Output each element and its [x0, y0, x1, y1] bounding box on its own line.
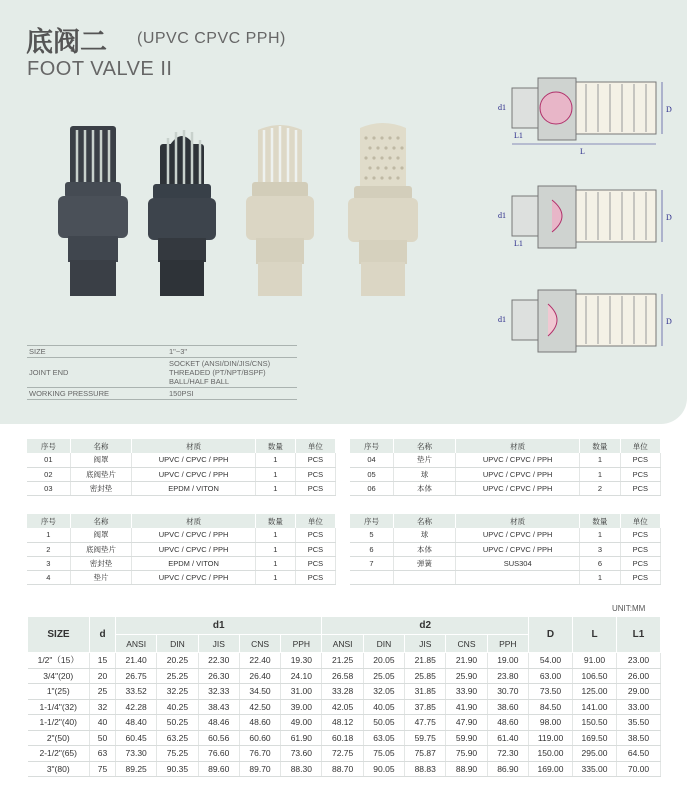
dims-subheader: PPH: [281, 635, 322, 653]
dims-size-cell: 3"(80): [28, 761, 90, 777]
parts-cell: PCS: [620, 528, 660, 542]
spec-row-joint: [27, 358, 297, 388]
dims-cell: 75.05: [363, 746, 404, 762]
parts-cell: 底阀垫片: [70, 467, 132, 481]
parts-cell: 04: [350, 453, 393, 467]
spec-label: JOINT END: [27, 358, 167, 388]
dims-cell: 61.90: [281, 730, 322, 746]
parts-cell: 4: [27, 570, 70, 584]
dims-cell: 76.60: [198, 746, 239, 762]
parts-cell: 2: [27, 542, 70, 556]
dims-cell: 25: [90, 684, 116, 700]
parts-cell: UPVC / CPVC / PPH: [132, 570, 255, 584]
dims-cell: 26.40: [239, 668, 280, 684]
dims-cell: 75.90: [446, 746, 487, 762]
dims-cell: 88.70: [322, 761, 363, 777]
product-photos: [50, 120, 470, 300]
dims-cell: 40.25: [157, 699, 198, 715]
dims-cell: 125.00: [573, 684, 617, 700]
dims-cell: 89.25: [116, 761, 157, 777]
dims-cell: 31.00: [281, 684, 322, 700]
parts-cell: [393, 570, 455, 584]
dims-cell: 89.70: [239, 761, 280, 777]
foot-valve-grey-image: [58, 126, 128, 296]
dims-cell: 141.00: [573, 699, 617, 715]
parts-row: [350, 453, 661, 467]
dims-cell: 33.28: [322, 684, 363, 700]
dims-cell: 169.00: [529, 761, 573, 777]
dims-cell: 33.00: [617, 699, 661, 715]
dims-cell: 25.85: [405, 668, 446, 684]
parts-cell: 1: [255, 467, 295, 481]
parts-cell: 垫片: [393, 453, 455, 467]
parts-cell: 05: [350, 467, 393, 481]
foot-valve-beige-cage-image: [246, 125, 314, 296]
dims-cell: 98.00: [529, 715, 573, 731]
dims-cell: 20: [90, 668, 116, 684]
parts-cell: UPVC / CPVC / PPH: [132, 542, 255, 556]
foot-valve-beige-perforated-image: [348, 123, 418, 296]
dims-cell: 63.25: [157, 730, 198, 746]
dims-size-cell: 1-1/2"(40): [28, 715, 90, 731]
parts-cell: 1: [255, 570, 295, 584]
parts-header: 单位: [295, 514, 335, 528]
dims-cell: 21.40: [116, 653, 157, 669]
dims-cell: 21.90: [446, 653, 487, 669]
dims-subheader: DIN: [157, 635, 198, 653]
dims-cell: 20.25: [157, 653, 198, 669]
parts-row: [350, 467, 661, 481]
dims-cell: 72.75: [322, 746, 363, 762]
dims-cell: 21.25: [322, 653, 363, 669]
dims-cell: 40.05: [363, 699, 404, 715]
dims-cell: 54.00: [529, 653, 573, 669]
parts-cell: EPDM / VITON: [132, 556, 255, 570]
parts-cell: PCS: [620, 570, 660, 584]
spec-value: 1"~3": [167, 346, 297, 358]
parts-cell: 03: [27, 481, 70, 495]
dims-size-cell: 3/4"(20): [28, 668, 90, 684]
dims-cell: 21.85: [405, 653, 446, 669]
dims-cell: 70.00: [617, 761, 661, 777]
dimensions-table: [27, 616, 661, 777]
dims-cell: 88.30: [281, 761, 322, 777]
spec-row-size: [27, 346, 297, 358]
parts-cell: [350, 570, 393, 584]
dims-cell: 60.45: [116, 730, 157, 746]
parts-header: 材质: [456, 439, 580, 453]
parts-cell: PCS: [295, 453, 335, 467]
dims-cell: 73.60: [281, 746, 322, 762]
dims-cell: 25.05: [363, 668, 404, 684]
parts-cell: 1: [255, 528, 295, 542]
parts-cell: 1: [580, 467, 620, 481]
parts-header: 数量: [580, 514, 620, 528]
dims-cell: 88.83: [405, 761, 446, 777]
dims-cell: 75: [90, 761, 116, 777]
parts-header: 材质: [132, 514, 255, 528]
parts-cell: 1: [580, 570, 620, 584]
parts-cell: PCS: [295, 542, 335, 556]
parts-cell: 密封垫: [70, 556, 132, 570]
parts-row: [350, 481, 661, 495]
parts-cell: PCS: [620, 453, 660, 467]
dims-cell: 63: [90, 746, 116, 762]
dims-row: [28, 761, 661, 777]
dims-row: [28, 668, 661, 684]
parts-cell: 阀罩: [70, 453, 132, 467]
dims-cell: 72.30: [487, 746, 528, 762]
parts-cell: 底阀垫片: [70, 542, 132, 556]
dims-subheader: JIS: [198, 635, 239, 653]
parts-cell: UPVC / CPVC / PPH: [456, 453, 580, 467]
parts-cell: 6: [350, 542, 393, 556]
dims-cell: 61.40: [487, 730, 528, 746]
dims-cell: 37.85: [405, 699, 446, 715]
spec-label: SIZE: [27, 346, 167, 358]
parts-cell: 7: [350, 556, 393, 570]
product-title-en: FOOT VALVE II: [27, 58, 173, 80]
parts-table-2-left: [27, 514, 336, 585]
header-L1: L1: [617, 617, 661, 653]
dims-cell: 38.60: [487, 699, 528, 715]
dims-subheader: CNS: [239, 635, 280, 653]
parts-cell: 6: [580, 556, 620, 570]
parts-cell: UPVC / CPVC / PPH: [132, 528, 255, 542]
dims-cell: 30.70: [487, 684, 528, 700]
dims-cell: 26.00: [617, 668, 661, 684]
dims-cell: 73.50: [529, 684, 573, 700]
parts-header: 名称: [393, 514, 455, 528]
dims-cell: 84.50: [529, 699, 573, 715]
spec-value: 150PSI: [167, 388, 297, 400]
parts-table-1-right: [350, 439, 661, 496]
dims-cell: 75.25: [157, 746, 198, 762]
parts-cell: 2: [580, 481, 620, 495]
parts-cell: PCS: [295, 481, 335, 495]
svg-text:D: D: [666, 105, 672, 114]
dims-cell: 88.90: [446, 761, 487, 777]
dims-cell: 31.85: [405, 684, 446, 700]
parts-header: 单位: [295, 439, 335, 453]
dims-cell: 22.40: [239, 653, 280, 669]
dims-cell: 39.00: [281, 699, 322, 715]
parts-cell: 球: [393, 528, 455, 542]
spec-value: SOCKET (ANSI/DIN/JIS/CNS) THREADED (PT/NPT/BSPF) BALL/HALF BALL: [167, 358, 297, 388]
dims-cell: 150.50: [573, 715, 617, 731]
dims-cell: 23.80: [487, 668, 528, 684]
spec-table: [27, 345, 297, 400]
dims-cell: 33.52: [116, 684, 157, 700]
parts-cell: PCS: [295, 467, 335, 481]
parts-cell: 1: [255, 542, 295, 556]
parts-cell: SUS304: [456, 556, 580, 570]
dims-cell: 48.46: [198, 715, 239, 731]
dims-cell: 26.75: [116, 668, 157, 684]
dims-subheader: PPH: [487, 635, 528, 653]
parts-header: 数量: [580, 439, 620, 453]
dims-cell: 32.33: [198, 684, 239, 700]
dims-size-cell: 1"(25): [28, 684, 90, 700]
cross-section-ball-diagram: [498, 78, 672, 156]
dims-cell: 32.05: [363, 684, 404, 700]
dims-row: [28, 715, 661, 731]
parts-cell: UPVC / CPVC / PPH: [132, 467, 255, 481]
parts-table-2-right: [350, 514, 661, 585]
parts-cell: UPVC / CPVC / PPH: [456, 528, 580, 542]
dims-subheader: ANSI: [322, 635, 363, 653]
dims-cell: 24.10: [281, 668, 322, 684]
dims-cell: 76.70: [239, 746, 280, 762]
dims-cell: 59.75: [405, 730, 446, 746]
dims-cell: 60.56: [198, 730, 239, 746]
parts-cell: 1: [580, 453, 620, 467]
dims-row: [28, 653, 661, 669]
dims-row: [28, 684, 661, 700]
dims-cell: 49.00: [281, 715, 322, 731]
parts-cell: EPDM / VITON: [132, 481, 255, 495]
parts-cell: 3: [580, 542, 620, 556]
parts-cell: 球: [393, 467, 455, 481]
parts-row: [27, 467, 336, 481]
parts-header: 材质: [132, 439, 255, 453]
parts-row: [350, 542, 661, 556]
dims-cell: 295.00: [573, 746, 617, 762]
dims-cell: 34.50: [239, 684, 280, 700]
dims-cell: 22.30: [198, 653, 239, 669]
header-d: d: [90, 617, 116, 653]
parts-cell: 01: [27, 453, 70, 467]
svg-text:L1: L1: [514, 239, 523, 248]
parts-cell: 本体: [393, 481, 455, 495]
dims-cell: 47.75: [405, 715, 446, 731]
parts-row: [27, 542, 336, 556]
dims-cell: 60.60: [239, 730, 280, 746]
dims-cell: 19.00: [487, 653, 528, 669]
dims-cell: 26.30: [198, 668, 239, 684]
dims-cell: 32.25: [157, 684, 198, 700]
dims-cell: 90.35: [157, 761, 198, 777]
parts-cell: PCS: [620, 556, 660, 570]
dims-size-cell: 1-1/4"(32): [28, 699, 90, 715]
parts-cell: PCS: [295, 528, 335, 542]
dims-row: [28, 699, 661, 715]
dims-row: [28, 746, 661, 762]
parts-header: 数量: [255, 439, 295, 453]
dims-cell: 19.30: [281, 653, 322, 669]
parts-row: [350, 570, 661, 584]
dims-cell: 73.30: [116, 746, 157, 762]
parts-cell: UPVC / CPVC / PPH: [132, 453, 255, 467]
product-materials: (UPVC CPVC PPH): [137, 30, 286, 47]
header-d2: d2: [322, 617, 529, 635]
parts-cell: PCS: [620, 542, 660, 556]
dims-cell: 29.00: [617, 684, 661, 700]
parts-header: 名称: [393, 439, 455, 453]
dims-cell: 91.00: [573, 653, 617, 669]
dims-cell: 86.90: [487, 761, 528, 777]
parts-header: 名称: [70, 514, 132, 528]
dims-cell: 75.87: [405, 746, 446, 762]
dims-cell: 26.58: [322, 668, 363, 684]
dims-cell: 35.50: [617, 715, 661, 731]
dims-cell: 47.90: [446, 715, 487, 731]
dims-cell: 41.90: [446, 699, 487, 715]
svg-text:D: D: [666, 317, 672, 326]
parts-cell: 1: [255, 481, 295, 495]
dims-cell: 15: [90, 653, 116, 669]
dims-size-cell: 2"(50): [28, 730, 90, 746]
parts-header: 材质: [456, 514, 580, 528]
parts-header: 名称: [70, 439, 132, 453]
dims-cell: 42.28: [116, 699, 157, 715]
dims-cell: 60.18: [322, 730, 363, 746]
dims-cell: 63.05: [363, 730, 404, 746]
dims-cell: 23.00: [617, 653, 661, 669]
svg-text:L: L: [580, 147, 585, 156]
dims-cell: 63.00: [529, 668, 573, 684]
spec-label: WORKING PRESSURE: [27, 388, 167, 400]
parts-header: 序号: [27, 514, 70, 528]
dims-subheader: CNS: [446, 635, 487, 653]
header-L: L: [573, 617, 617, 653]
dims-row: [28, 730, 661, 746]
parts-row: [27, 481, 336, 495]
parts-cell: 1: [255, 453, 295, 467]
parts-row: [350, 556, 661, 570]
parts-row: [27, 453, 336, 467]
cross-section-spring-diagram: [498, 290, 672, 352]
dims-cell: 50.25: [157, 715, 198, 731]
svg-text:d1: d1: [498, 103, 506, 112]
dims-cell: 48.60: [239, 715, 280, 731]
parts-cell: UPVC / CPVC / PPH: [456, 467, 580, 481]
parts-cell: 垫片: [70, 570, 132, 584]
dims-cell: 40: [90, 715, 116, 731]
parts-cell: UPVC / CPVC / PPH: [456, 542, 580, 556]
unit-label: UNIT:MM: [612, 604, 646, 613]
parts-cell: PCS: [295, 570, 335, 584]
cross-section-half-ball-diagram: [498, 186, 672, 248]
dims-cell: 106.50: [573, 668, 617, 684]
parts-row: [27, 528, 336, 542]
product-title-cn: 底阀二: [26, 27, 107, 58]
dims-cell: 32: [90, 699, 116, 715]
header-D: D: [529, 617, 573, 653]
parts-header: 序号: [350, 439, 393, 453]
svg-text:d1: d1: [498, 315, 506, 324]
header-size: SIZE: [28, 617, 90, 653]
dims-cell: 42.50: [239, 699, 280, 715]
parts-cell: 本体: [393, 542, 455, 556]
svg-text:D: D: [666, 213, 672, 222]
foot-valve-dark-image: [148, 130, 216, 296]
parts-cell: 阀罩: [70, 528, 132, 542]
parts-cell: 02: [27, 467, 70, 481]
svg-text:L1: L1: [514, 131, 523, 140]
dims-cell: 48.60: [487, 715, 528, 731]
dims-cell: 335.00: [573, 761, 617, 777]
dims-cell: 38.50: [617, 730, 661, 746]
dims-size-cell: 2-1/2"(65): [28, 746, 90, 762]
parts-cell: 3: [27, 556, 70, 570]
dims-cell: 64.50: [617, 746, 661, 762]
dims-cell: 25.90: [446, 668, 487, 684]
parts-header: 序号: [350, 514, 393, 528]
parts-cell: 弹簧: [393, 556, 455, 570]
dims-cell: 38.43: [198, 699, 239, 715]
dims-cell: 50: [90, 730, 116, 746]
parts-cell: 5: [350, 528, 393, 542]
parts-cell: PCS: [620, 467, 660, 481]
parts-header: 序号: [27, 439, 70, 453]
spec-row-pressure: [27, 388, 297, 400]
parts-row: [27, 570, 336, 584]
parts-header: 单位: [620, 514, 660, 528]
cross-section-diagrams: [490, 68, 680, 368]
dims-cell: 119.00: [529, 730, 573, 746]
parts-cell: 1: [27, 528, 70, 542]
parts-cell: PCS: [295, 556, 335, 570]
dims-subheader: ANSI: [116, 635, 157, 653]
dims-cell: 33.90: [446, 684, 487, 700]
parts-row: [350, 528, 661, 542]
dims-cell: 25.25: [157, 668, 198, 684]
parts-table-1-left: [27, 439, 336, 496]
dims-cell: 90.05: [363, 761, 404, 777]
dims-subheader: DIN: [363, 635, 404, 653]
dims-cell: 150.00: [529, 746, 573, 762]
parts-cell: PCS: [620, 481, 660, 495]
parts-cell: [456, 570, 580, 584]
dims-cell: 20.05: [363, 653, 404, 669]
parts-cell: 1: [580, 528, 620, 542]
dims-cell: 59.90: [446, 730, 487, 746]
parts-cell: UPVC / CPVC / PPH: [456, 481, 580, 495]
svg-text:d1: d1: [498, 211, 506, 220]
parts-row: [27, 556, 336, 570]
dims-cell: 89.60: [198, 761, 239, 777]
dims-cell: 48.40: [116, 715, 157, 731]
parts-cell: 密封垫: [70, 481, 132, 495]
header-d1: d1: [116, 617, 322, 635]
parts-header: 单位: [620, 439, 660, 453]
dims-subheader: JIS: [405, 635, 446, 653]
dims-cell: 48.12: [322, 715, 363, 731]
parts-cell: 1: [255, 556, 295, 570]
dims-cell: 169.50: [573, 730, 617, 746]
dims-size-cell: 1/2"（15）: [28, 653, 90, 669]
dims-cell: 42.05: [322, 699, 363, 715]
parts-cell: 06: [350, 481, 393, 495]
parts-header: 数量: [255, 514, 295, 528]
dims-cell: 50.05: [363, 715, 404, 731]
